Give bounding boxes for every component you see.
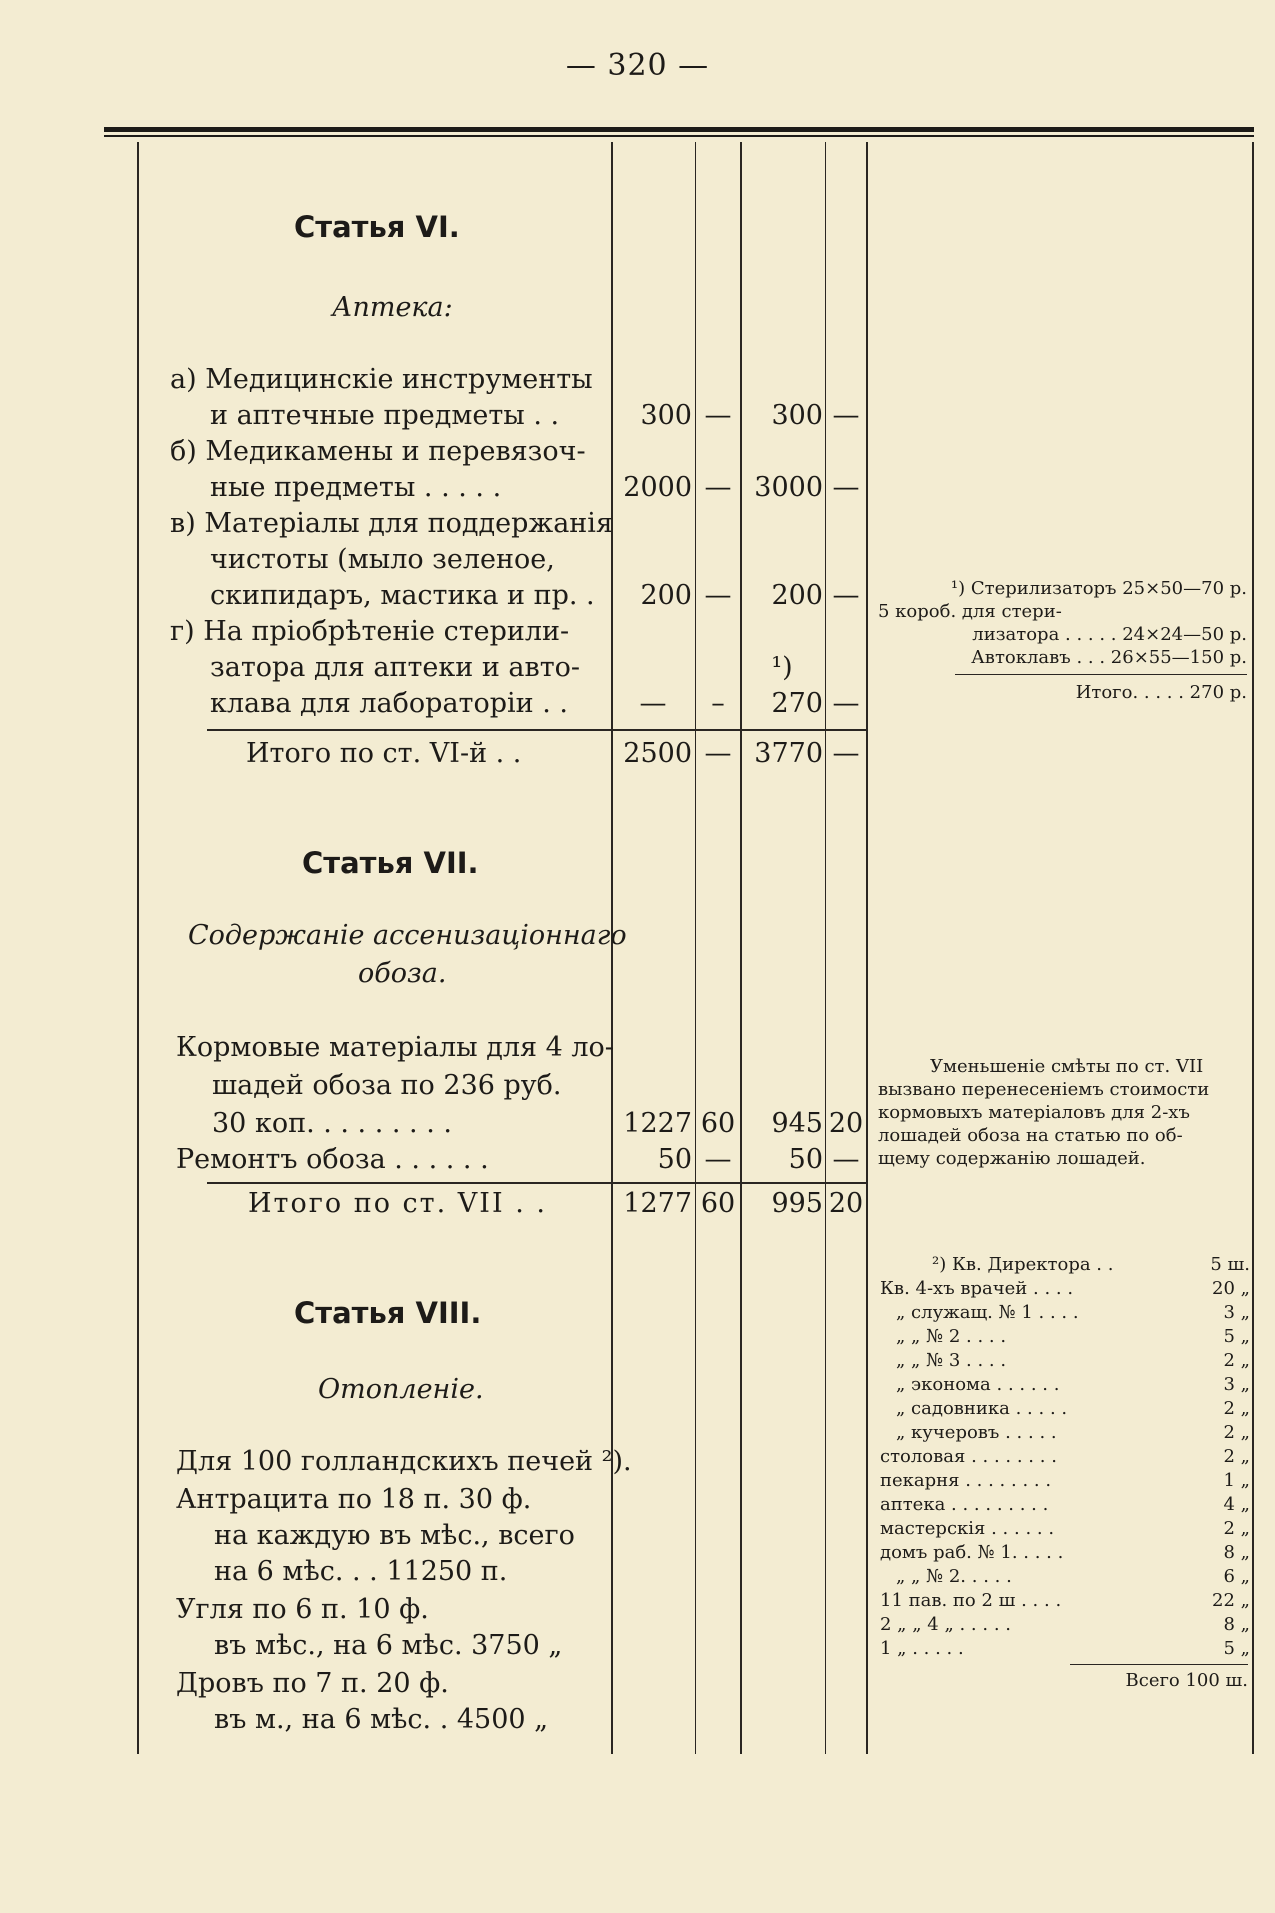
note2-value: 2 „	[1223, 1422, 1250, 1443]
column-line-kop-b	[825, 142, 826, 1754]
column-line-notes	[866, 142, 868, 1754]
s8-line: въ м., на 6 мѣс. . 4500 „	[214, 1704, 549, 1735]
s6-amount-a-rub: 2000	[623, 472, 692, 503]
top-rule-thin	[104, 135, 1254, 137]
s6-total-b-rub: 3770	[754, 738, 823, 769]
note-s7-line: вызвано перенесеніемъ стоимости	[878, 1079, 1210, 1100]
s6-line: затора для аптеки и авто-	[210, 652, 581, 683]
note2-value: 2 „	[1223, 1350, 1250, 1371]
note2-label: столовая . . . . . . . .	[880, 1446, 1057, 1467]
s6-amount-b-kop: —	[832, 580, 860, 611]
note2-label: „ эконома . . . . . .	[896, 1374, 1060, 1395]
s7-amount-a-kop: 60	[700, 1108, 736, 1139]
s6-line: и аптечные предметы . .	[210, 400, 560, 431]
note2-label: „ служащ. № 1 . . . .	[896, 1302, 1079, 1323]
s8-line: Угля по 6 п. 10 ф.	[176, 1594, 429, 1625]
s6-line: скипидаръ, мастика и пр. .	[210, 580, 595, 611]
s8-line: Дровъ по 7 п. 20 ф.	[176, 1668, 449, 1699]
s7-total-b-kop: 20	[828, 1188, 864, 1219]
s7-amount-a-kop: —	[704, 1144, 732, 1175]
s7-total-b-rub: 995	[771, 1188, 823, 1219]
s7-total-label: Итого по ст. VII . .	[248, 1188, 547, 1219]
s7-amount-b-rub: 50	[788, 1144, 823, 1175]
note2-value: 4 „	[1223, 1494, 1250, 1515]
s6-amount-a-kop: —	[704, 472, 732, 503]
s6-total-label: Итого по ст. VI-й . .	[246, 738, 522, 769]
s6-amount-b-kop: —	[832, 688, 860, 719]
s7-amount-b-rub: 945	[771, 1108, 823, 1139]
note2-value: 22 „	[1212, 1590, 1250, 1611]
s6-amount-b-rub: 300	[771, 400, 823, 431]
s6-amount-a-rub: 300	[640, 400, 692, 431]
s6-total-rule	[207, 729, 866, 731]
s6-line: клава для лабораторіи . .	[210, 688, 568, 719]
note2-label: „ „ № 2. . . . .	[896, 1566, 1012, 1587]
note2-label: ²) Кв. Директора . .	[932, 1254, 1114, 1275]
note2-label: 11 пав. по 2 ш . . . .	[880, 1590, 1062, 1611]
page-number: — 320 —	[565, 48, 710, 83]
s6-amount-a-rub: 200	[640, 580, 692, 611]
note2-value: 5 „	[1223, 1326, 1250, 1347]
s7-line: Кормовые матеріалы для 4 ло-	[176, 1032, 614, 1063]
s6-line: г) На пріобрѣтеніе стерили-	[170, 616, 570, 647]
section-title-viii: Статья VIII.	[294, 1296, 482, 1330]
note1-line: ¹) Стерилизаторъ 25×50—70 р.	[950, 578, 1247, 599]
section-subtitle-vii-2: обоза.	[358, 958, 447, 989]
s8-line: Антрацита по 18 п. 30 ф.	[176, 1484, 532, 1515]
s6-line: б) Медикамены и перевязоч-	[170, 436, 586, 467]
note1-line: Автоклавъ . . . 26×55—150 р.	[971, 647, 1247, 668]
note2-value: 1 „	[1223, 1470, 1250, 1491]
section-title-vi: Статья VI.	[294, 210, 460, 244]
note2-value: 3 „	[1223, 1302, 1250, 1323]
note2-value: 8 „	[1223, 1542, 1250, 1563]
s6-total-b-kop: —	[832, 738, 860, 769]
note-s7-line: Уменьшеніе смѣты по ст. VII	[930, 1056, 1204, 1077]
s7-total-rule	[207, 1182, 866, 1184]
s6-amount-a-kop: –	[711, 688, 725, 719]
note2-label: 1 „ . . . . .	[880, 1638, 964, 1659]
note2-label: „ садовника . . . . .	[896, 1398, 1068, 1419]
column-line-left	[137, 142, 139, 1754]
section-title-vii: Статья VII.	[302, 846, 479, 880]
note2-rule	[1070, 1664, 1248, 1665]
s6-line: а) Медицинскіе инструменты	[170, 364, 593, 395]
s6-amount-a-rub: —	[639, 688, 667, 719]
s6-line: в) Матеріалы для поддержанія	[170, 508, 613, 539]
note2-value: 2 „	[1223, 1518, 1250, 1539]
s8-line: на 6 мѣс. . . 11250 п.	[214, 1556, 508, 1587]
note-s7-line: кормовыхъ матеріаловъ для 2-хъ	[878, 1102, 1190, 1123]
note-s7-line: щему содержанію лошадей.	[878, 1148, 1146, 1169]
s7-amount-b-kop: 20	[828, 1108, 864, 1139]
s7-amount-a-rub: 1227	[623, 1108, 692, 1139]
footnote-mark-1: ¹)	[771, 652, 793, 683]
note2-label: 2 „ „ 4 „ . . . . .	[880, 1614, 1011, 1635]
note2-label: „ „ № 3 . . . .	[896, 1350, 1007, 1371]
s7-line: шадей обоза по 236 руб.	[212, 1070, 562, 1101]
s7-line: 30 коп. . . . . . . . .	[212, 1108, 452, 1139]
note2-value: 8 „	[1223, 1614, 1250, 1635]
s6-line: чистоты (мыло зеленое,	[210, 544, 555, 575]
s6-total-a-rub: 2500	[623, 738, 692, 769]
s7-amount-a-rub: 50	[657, 1144, 692, 1175]
note2-value: 2 „	[1223, 1398, 1250, 1419]
note1-line: 5 короб. для стери-	[878, 601, 1062, 622]
s6-amount-b-kop: —	[832, 400, 860, 431]
note2-value: 5 „	[1223, 1638, 1250, 1659]
note2-value: 3 „	[1223, 1374, 1250, 1395]
note2-label: „ кучеровъ . . . . .	[896, 1422, 1057, 1443]
note1-rule	[955, 674, 1247, 675]
s6-total-a-kop: —	[704, 738, 732, 769]
note2-label: пекарня . . . . . . . .	[880, 1470, 1052, 1491]
s8-line: на каждую въ мѣс., всего	[214, 1520, 575, 1551]
section-subtitle-viii: Отопленіе.	[318, 1374, 484, 1405]
note2-label: „ „ № 2 . . . .	[896, 1326, 1007, 1347]
s7-line: Ремонтъ обоза . . . . . .	[176, 1144, 489, 1175]
note1-line: лизатора . . . . . 24×24—50 р.	[972, 624, 1247, 645]
note2-label: аптека . . . . . . . . .	[880, 1494, 1049, 1515]
s6-amount-a-kop: —	[704, 400, 732, 431]
s8-line: Для 100 голландскихъ печей ²).	[176, 1446, 632, 1477]
s6-amount-a-kop: —	[704, 580, 732, 611]
s6-amount-b-kop: —	[832, 472, 860, 503]
s6-amount-b-rub: 270	[771, 688, 823, 719]
note2-value: 5 ш.	[1210, 1254, 1250, 1275]
note2-total: Всего 100 ш.	[1125, 1670, 1248, 1691]
s7-total-a-kop: 60	[700, 1188, 736, 1219]
note2-label: мастерскія . . . . . .	[880, 1518, 1055, 1539]
top-rule	[104, 127, 1254, 132]
note2-label: домъ раб. № 1. . . . .	[880, 1542, 1064, 1563]
note2-label: Кв. 4-хъ врачей . . . .	[880, 1278, 1074, 1299]
s6-amount-b-rub: 3000	[754, 472, 823, 503]
column-line-right	[1252, 142, 1254, 1754]
s6-amount-b-rub: 200	[771, 580, 823, 611]
section-subtitle-vi: Аптека:	[332, 292, 453, 323]
note2-value: 2 „	[1223, 1446, 1250, 1467]
note-s7-line: лошадей обоза на статью по об-	[878, 1125, 1183, 1146]
column-line-kop-a	[695, 142, 696, 1754]
section-subtitle-vii: Содержаніе ассенизаціоннаго	[188, 920, 627, 951]
note2-value: 20 „	[1212, 1278, 1250, 1299]
s7-total-a-rub: 1277	[623, 1188, 692, 1219]
column-line-amount-b	[740, 142, 742, 1754]
note2-value: 6 „	[1223, 1566, 1250, 1587]
s7-amount-b-kop: —	[832, 1144, 860, 1175]
s6-line: ные предметы . . . . .	[210, 472, 502, 503]
note1-total: Итого. . . . . 270 р.	[1075, 682, 1247, 703]
s8-line: въ мѣс., на 6 мѣс. 3750 „	[214, 1630, 563, 1661]
